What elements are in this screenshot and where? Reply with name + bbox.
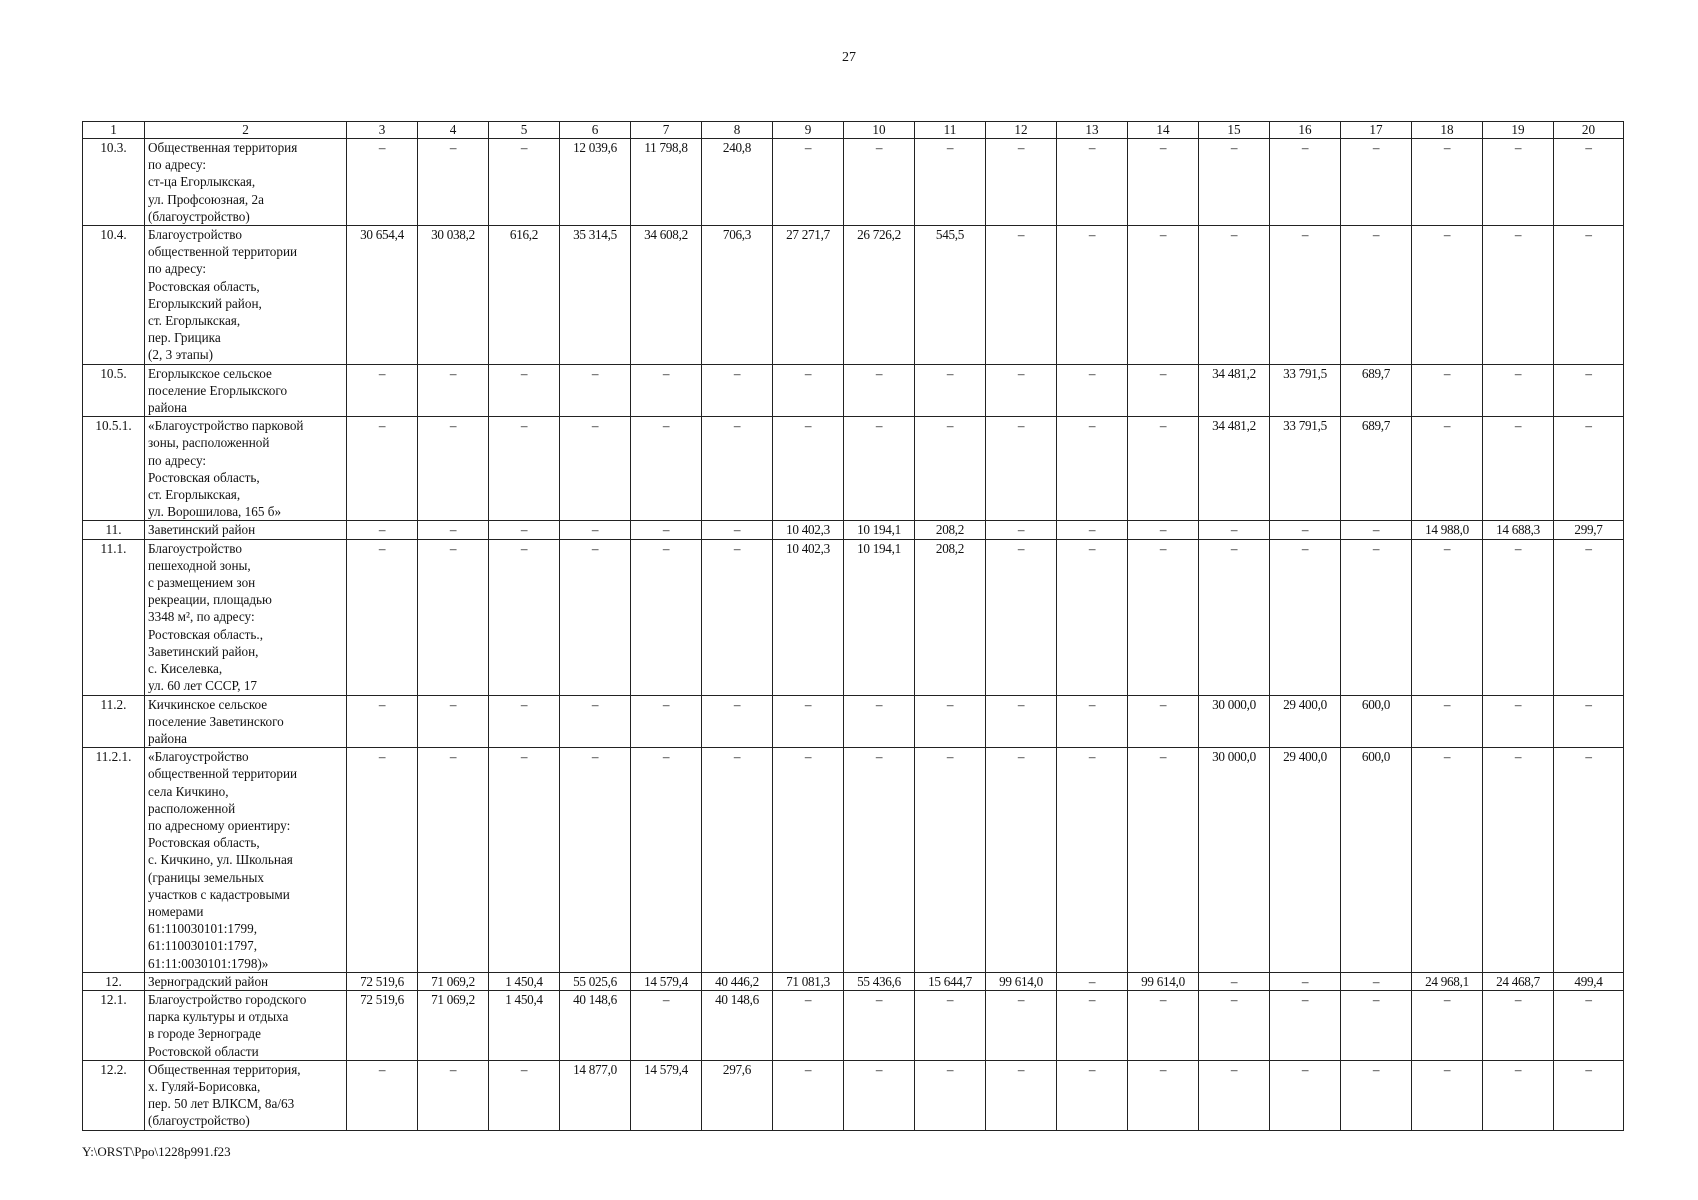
value-cell: – (844, 748, 915, 973)
value-cell: 55 025,6 (560, 972, 631, 990)
value-cell: 29 400,0 (1270, 748, 1341, 973)
value-cell: 14 988,0 (1412, 521, 1483, 539)
column-header: 15 (1199, 122, 1270, 139)
value-cell: – (1483, 990, 1554, 1060)
value-cell: – (1483, 417, 1554, 521)
value-cell: – (560, 695, 631, 748)
value-cell: 35 314,5 (560, 226, 631, 365)
value-cell: – (986, 990, 1057, 1060)
table-row (83, 417, 1624, 521)
value-cell: 1 450,4 (489, 990, 560, 1060)
column-header: 19 (1483, 122, 1554, 139)
value-cell: – (986, 748, 1057, 973)
value-cell: – (1341, 226, 1412, 365)
value-cell: – (1341, 521, 1412, 539)
value-cell: 40 148,6 (560, 990, 631, 1060)
value-cell: – (773, 695, 844, 748)
budget-table (82, 121, 1624, 1131)
value-cell: – (631, 695, 702, 748)
column-header: 4 (418, 122, 489, 139)
value-cell: – (1412, 364, 1483, 417)
value-cell: – (1412, 695, 1483, 748)
value-cell: – (702, 521, 773, 539)
value-cell: – (489, 364, 560, 417)
row-description: Заветинский район (145, 521, 347, 539)
table-row (83, 748, 1624, 973)
value-cell: 11 798,8 (631, 139, 702, 226)
value-cell: – (1412, 990, 1483, 1060)
value-cell: – (1057, 364, 1128, 417)
value-cell: – (1483, 539, 1554, 695)
table-row (83, 539, 1624, 695)
value-cell: – (915, 1060, 986, 1130)
value-cell: 71 069,2 (418, 972, 489, 990)
value-cell: 30 654,4 (347, 226, 418, 365)
value-cell: – (418, 695, 489, 748)
row-description: Общественная территория по адресу: ст-ца Егорлыкская, ул. Профсоюзная, 2а (благоустройство) (145, 139, 347, 226)
value-cell: – (844, 139, 915, 226)
table-row (83, 972, 1624, 990)
value-cell: – (915, 417, 986, 521)
value-cell: – (1270, 972, 1341, 990)
column-header: 20 (1554, 122, 1624, 139)
value-cell: 27 271,7 (773, 226, 844, 365)
row-description: Благоустройство городского парка культуры и отдыха в городе Зернограде Ростовской области (145, 990, 347, 1060)
value-cell: 616,2 (489, 226, 560, 365)
value-cell: – (489, 539, 560, 695)
value-cell: – (560, 521, 631, 539)
value-cell: – (986, 226, 1057, 365)
value-cell: – (986, 1060, 1057, 1130)
row-description: Егорлыкское сельское поселение Егорлыкского района (145, 364, 347, 417)
row-number: 11. (83, 521, 145, 539)
row-description: «Благоустройство парковой зоны, расположенной по адресу: Ростовская область, ст. Егорлыкская, ул. Ворошилова, 165 б» (145, 417, 347, 521)
table-row (83, 226, 1624, 365)
value-cell: – (1199, 990, 1270, 1060)
value-cell: – (631, 521, 702, 539)
value-cell: 12 039,6 (560, 139, 631, 226)
value-cell: – (1128, 364, 1199, 417)
value-cell: – (560, 417, 631, 521)
value-cell: – (915, 990, 986, 1060)
value-cell: – (347, 748, 418, 973)
value-cell: – (347, 364, 418, 417)
value-cell: – (1483, 139, 1554, 226)
value-cell: – (1341, 1060, 1412, 1130)
value-cell: 72 519,6 (347, 990, 418, 1060)
value-cell: – (489, 417, 560, 521)
table-row (83, 990, 1624, 1060)
value-cell: – (631, 539, 702, 695)
value-cell: 14 579,4 (631, 1060, 702, 1130)
value-cell: 545,5 (915, 226, 986, 365)
value-cell: – (1128, 226, 1199, 365)
value-cell: – (1554, 748, 1624, 973)
value-cell: 499,4 (1554, 972, 1624, 990)
value-cell: – (1270, 521, 1341, 539)
value-cell: 99 614,0 (986, 972, 1057, 990)
value-cell: 33 791,5 (1270, 364, 1341, 417)
row-number: 11.2. (83, 695, 145, 748)
value-cell: – (489, 748, 560, 973)
value-cell: – (1057, 1060, 1128, 1130)
value-cell: – (347, 695, 418, 748)
value-cell: – (560, 364, 631, 417)
value-cell: 15 644,7 (915, 972, 986, 990)
value-cell: – (347, 417, 418, 521)
table-row (83, 364, 1624, 417)
value-cell: – (986, 521, 1057, 539)
value-cell: – (1412, 417, 1483, 521)
value-cell: – (986, 417, 1057, 521)
value-cell: – (418, 417, 489, 521)
value-cell: – (844, 1060, 915, 1130)
value-cell: – (1057, 539, 1128, 695)
value-cell: 40 148,6 (702, 990, 773, 1060)
value-cell: – (1199, 1060, 1270, 1130)
column-header: 18 (1412, 122, 1483, 139)
value-cell: 689,7 (1341, 417, 1412, 521)
row-number: 10.5.1. (83, 417, 145, 521)
value-cell: 29 400,0 (1270, 695, 1341, 748)
value-cell: – (1057, 972, 1128, 990)
value-cell: – (631, 417, 702, 521)
page-number: 27 (842, 50, 856, 65)
value-cell: 14 877,0 (560, 1060, 631, 1130)
value-cell: – (418, 1060, 489, 1130)
value-cell: – (1554, 1060, 1624, 1130)
column-header: 7 (631, 122, 702, 139)
column-header: 6 (560, 122, 631, 139)
value-cell: – (773, 139, 844, 226)
row-number: 11.2.1. (83, 748, 145, 973)
value-cell: – (1270, 1060, 1341, 1130)
value-cell: – (1483, 695, 1554, 748)
column-header: 12 (986, 122, 1057, 139)
value-cell: – (915, 695, 986, 748)
value-cell: 34 481,2 (1199, 364, 1270, 417)
value-cell: 24 968,1 (1412, 972, 1483, 990)
row-number: 12.1. (83, 990, 145, 1060)
value-cell: – (1341, 972, 1412, 990)
value-cell: – (1554, 364, 1624, 417)
value-cell: – (844, 364, 915, 417)
value-cell: – (1199, 521, 1270, 539)
value-cell: – (347, 521, 418, 539)
column-header: 17 (1341, 122, 1412, 139)
value-cell: 40 446,2 (702, 972, 773, 990)
value-cell: 34 481,2 (1199, 417, 1270, 521)
value-cell: – (773, 364, 844, 417)
value-cell: – (1341, 539, 1412, 695)
value-cell: – (1341, 990, 1412, 1060)
column-header: 16 (1270, 122, 1341, 139)
column-header: 2 (145, 122, 347, 139)
value-cell: – (844, 990, 915, 1060)
value-cell: – (418, 364, 489, 417)
value-cell: – (631, 990, 702, 1060)
value-cell: – (560, 539, 631, 695)
value-cell: – (1199, 972, 1270, 990)
value-cell: – (915, 364, 986, 417)
value-cell: 10 194,1 (844, 521, 915, 539)
column-header: 8 (702, 122, 773, 139)
value-cell: 208,2 (915, 539, 986, 695)
value-cell: – (418, 521, 489, 539)
value-cell: – (1128, 748, 1199, 973)
column-header: 3 (347, 122, 418, 139)
value-cell: – (1270, 139, 1341, 226)
value-cell: – (1554, 539, 1624, 695)
value-cell: 240,8 (702, 139, 773, 226)
row-description: «Благоустройство общественной территории села Кичкино, расположенной по адресному ориентиру: Ростовская область, с. Кичкино, ул. Школьная (границы земельных участков с кадастровыми номерами 61:110030101:1799, 61:110030101:1797, 61:11:0030101:1798)» (145, 748, 347, 973)
value-cell: 14 688,3 (1483, 521, 1554, 539)
row-description: Общественная территория, х. Гуляй-Борисовка, пер. 50 лет ВЛКСМ, 8а/63 (благоустройство) (145, 1060, 347, 1130)
column-header: 13 (1057, 122, 1128, 139)
value-cell: 24 468,7 (1483, 972, 1554, 990)
value-cell: – (489, 139, 560, 226)
value-cell: – (1057, 990, 1128, 1060)
value-cell: – (773, 990, 844, 1060)
value-cell: 30 038,2 (418, 226, 489, 365)
value-cell: 10 194,1 (844, 539, 915, 695)
column-header: 11 (915, 122, 986, 139)
value-cell: 299,7 (1554, 521, 1624, 539)
value-cell: – (1554, 226, 1624, 365)
value-cell: – (418, 139, 489, 226)
value-cell: – (1412, 139, 1483, 226)
value-cell: – (631, 364, 702, 417)
value-cell: – (1128, 990, 1199, 1060)
value-cell: – (702, 748, 773, 973)
value-cell: – (1057, 695, 1128, 748)
value-cell: – (1554, 990, 1624, 1060)
value-cell: – (1412, 748, 1483, 973)
value-cell: 55 436,6 (844, 972, 915, 990)
value-cell: – (986, 364, 1057, 417)
value-cell: – (1412, 1060, 1483, 1130)
column-header: 1 (83, 122, 145, 139)
table-row (83, 695, 1624, 748)
row-number: 12. (83, 972, 145, 990)
value-cell: – (631, 748, 702, 973)
value-cell: 14 579,4 (631, 972, 702, 990)
value-cell: – (1412, 226, 1483, 365)
table-row (83, 521, 1624, 539)
value-cell: – (347, 139, 418, 226)
table-row (83, 1060, 1624, 1130)
value-cell: – (773, 417, 844, 521)
value-cell: – (1057, 521, 1128, 539)
value-cell: – (1199, 226, 1270, 365)
value-cell: 208,2 (915, 521, 986, 539)
value-cell: – (1483, 364, 1554, 417)
row-description: Кичкинское сельское поселение Заветинского района (145, 695, 347, 748)
value-cell: 1 450,4 (489, 972, 560, 990)
row-number: 10.3. (83, 139, 145, 226)
column-header: 10 (844, 122, 915, 139)
value-cell: – (560, 748, 631, 973)
value-cell: – (773, 1060, 844, 1130)
table-body (83, 122, 1624, 1131)
value-cell: 71 069,2 (418, 990, 489, 1060)
row-description: Зерноградский район (145, 972, 347, 990)
value-cell: – (1128, 695, 1199, 748)
row-description: Благоустройство пешеходной зоны, с размещением зон рекреации, площадью 3348 м², по адресу: Ростовская область., Заветинский район, с. Киселевка, ул. 60 лет СССР, 17 (145, 539, 347, 695)
value-cell: – (1128, 139, 1199, 226)
value-cell: – (1483, 1060, 1554, 1130)
column-header: 9 (773, 122, 844, 139)
value-cell: – (1057, 226, 1128, 365)
value-cell: – (1554, 417, 1624, 521)
value-cell: 34 608,2 (631, 226, 702, 365)
table-header-row (83, 122, 1624, 139)
value-cell: – (986, 139, 1057, 226)
value-cell: – (1483, 226, 1554, 365)
value-cell: – (1270, 990, 1341, 1060)
value-cell: 33 791,5 (1270, 417, 1341, 521)
value-cell: – (702, 695, 773, 748)
value-cell: 297,6 (702, 1060, 773, 1130)
value-cell: – (1128, 539, 1199, 695)
table-row (83, 139, 1624, 226)
value-cell: – (1554, 695, 1624, 748)
value-cell: 10 402,3 (773, 539, 844, 695)
value-cell: – (844, 417, 915, 521)
row-number: 10.5. (83, 364, 145, 417)
value-cell: – (1128, 1060, 1199, 1130)
value-cell: – (1483, 748, 1554, 973)
value-cell: – (1128, 417, 1199, 521)
value-cell: – (1057, 417, 1128, 521)
value-cell: 26 726,2 (844, 226, 915, 365)
value-cell: – (702, 539, 773, 695)
value-cell: – (915, 139, 986, 226)
value-cell: 600,0 (1341, 695, 1412, 748)
value-cell: – (1412, 539, 1483, 695)
column-header: 5 (489, 122, 560, 139)
value-cell: – (1128, 521, 1199, 539)
value-cell: – (489, 695, 560, 748)
value-cell: – (1341, 139, 1412, 226)
value-cell: 689,7 (1341, 364, 1412, 417)
column-header: 14 (1128, 122, 1199, 139)
value-cell: – (1199, 139, 1270, 226)
value-cell: 72 519,6 (347, 972, 418, 990)
value-cell: – (915, 748, 986, 973)
value-cell: – (1199, 539, 1270, 695)
value-cell: – (702, 364, 773, 417)
value-cell: – (986, 695, 1057, 748)
footer-file-path: Y:\ORST\Ppo\1228p991.f23 (82, 1144, 231, 1159)
value-cell: – (1270, 226, 1341, 365)
row-number: 12.2. (83, 1060, 145, 1130)
value-cell: – (1554, 139, 1624, 226)
value-cell: 30 000,0 (1199, 695, 1270, 748)
value-cell: – (1057, 139, 1128, 226)
value-cell: 30 000,0 (1199, 748, 1270, 973)
value-cell: – (347, 1060, 418, 1130)
value-cell: 10 402,3 (773, 521, 844, 539)
value-cell: 706,3 (702, 226, 773, 365)
row-description: Благоустройство общественной территории по адресу: Ростовская область, Егорлыкский район, ст. Егорлыкская, пер. Грицика (2, 3 этапы) (145, 226, 347, 365)
value-cell: – (418, 539, 489, 695)
row-number: 11.1. (83, 539, 145, 695)
value-cell: – (489, 1060, 560, 1130)
value-cell: 71 081,3 (773, 972, 844, 990)
value-cell: – (418, 748, 489, 973)
value-cell: 600,0 (1341, 748, 1412, 973)
value-cell: – (702, 417, 773, 521)
value-cell: – (347, 539, 418, 695)
value-cell: – (844, 695, 915, 748)
value-cell: 99 614,0 (1128, 972, 1199, 990)
value-cell: – (1057, 748, 1128, 973)
row-number: 10.4. (83, 226, 145, 365)
value-cell: – (489, 521, 560, 539)
value-cell: – (1270, 539, 1341, 695)
value-cell: – (986, 539, 1057, 695)
value-cell: – (773, 748, 844, 973)
